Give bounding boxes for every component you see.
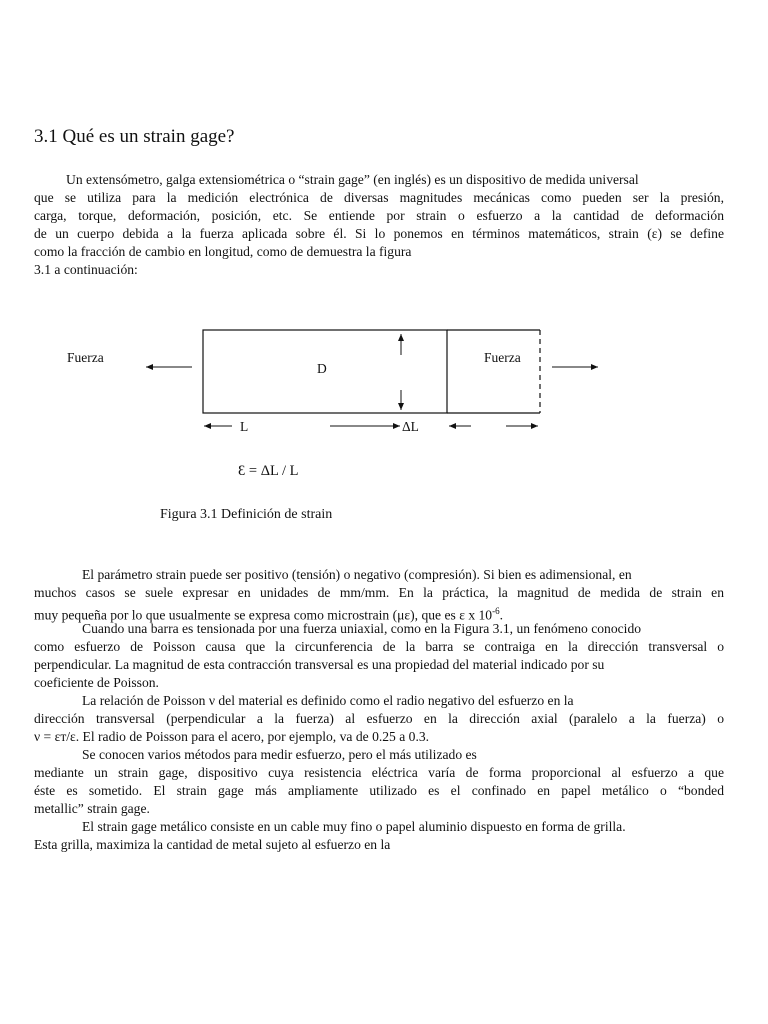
delta-length-label: ΔL — [402, 419, 419, 434]
text-line: como la fracción de cambio en longitud, como de demuestra la figura — [34, 244, 412, 259]
force-right-label: Fuerza — [484, 350, 521, 365]
text-line: El strain gage metálico consiste en un cable muy fino o papel aluminio dispuesto en forma de grilla. — [82, 819, 626, 834]
text-line: Esta grilla, maximiza la cantidad de metal sujeto al esfuerzo en la — [34, 837, 391, 852]
text-line: Un extensómetro, galga extensiométrica o “strain gage” (en inglés) es un dispositivo de medida universal — [66, 172, 639, 187]
text-line: ν = εт/ε. El radio de Poisson para el acero, por ejemplo, va de 0.25 a 0.3. — [34, 729, 430, 744]
text-line: muy pequeña por lo que usualmente se expresa como microstrain (με), que es ε x $10^{-6}$. — [34, 606, 504, 623]
text-line: mediante un strain gage, dispositivo cuya resistencia eléctrica varía de forma proporcional al esfuerzo a que — [34, 765, 724, 780]
text-line: perpendicular. La magnitud de esta contracción transversal es una propiedad del material indicado por su — [34, 657, 605, 672]
text-line: dirección transversal (perpendicular a la fuerza) al esfuerzo en la dirección axial (paralelo a la fuerza) o — [34, 711, 724, 726]
text-line: El parámetro strain puede ser positivo (tensión) o negativo (compresión). Si bien es adimensional, en — [82, 567, 632, 582]
text-line: metallic” strain gage. — [34, 801, 150, 816]
length-label: L — [240, 419, 249, 434]
strain-formula: Ɛ = ΔL / L — [238, 463, 299, 479]
exponent: -6 — [492, 606, 500, 616]
figure-caption: Figura 3.1 Definición de strain — [160, 507, 333, 522]
diameter-label: D — [317, 361, 327, 376]
text-line: Cuando una barra es tensionada por una fuerza uniaxial, como en la Figura 3.1, un fenómeno conocido — [82, 621, 642, 636]
text-line: coeficiente de Poisson. — [34, 675, 159, 690]
force-left-label: Fuerza — [67, 350, 104, 365]
text-line: 3.1 a continuación: — [34, 262, 138, 277]
text-line: La relación de Poisson ν del material es definido como el radio negativo del esfuerzo en la — [82, 693, 574, 708]
text-line: como esfuerzo de Poisson causa que la circunferencia de la barra se contraiga en la dirección transversal o — [34, 639, 724, 654]
text-line: que se utiliza para la medición electrónica de diversas magnitudes mecánicas como pueden ser la presión, — [34, 190, 724, 205]
text-line: éste es sometido. El strain gage más ampliamente utilizado es el confinado en papel metálico o “bonded — [34, 783, 724, 798]
text-line: Se conocen varios métodos para medir esfuerzo, pero el más utilizado es — [82, 747, 477, 762]
section-title: 3.1 Qué es un strain gage? — [34, 126, 235, 147]
text-line: carga, torque, deformación, posición, etc. Se entiende por strain o esfuerzo a la cantidad de deformación — [34, 208, 724, 223]
text-line: de un cuerpo debida a la fuerza aplicada sobre él. Si lo ponemos en términos matemáticos, strain (ε) se define — [34, 226, 724, 241]
text-line: muchos casos se suele expresar en unidades de mm/mm. En la práctica, la magnitud de medida de strain en — [34, 585, 724, 600]
strain-figure — [0, 300, 768, 500]
